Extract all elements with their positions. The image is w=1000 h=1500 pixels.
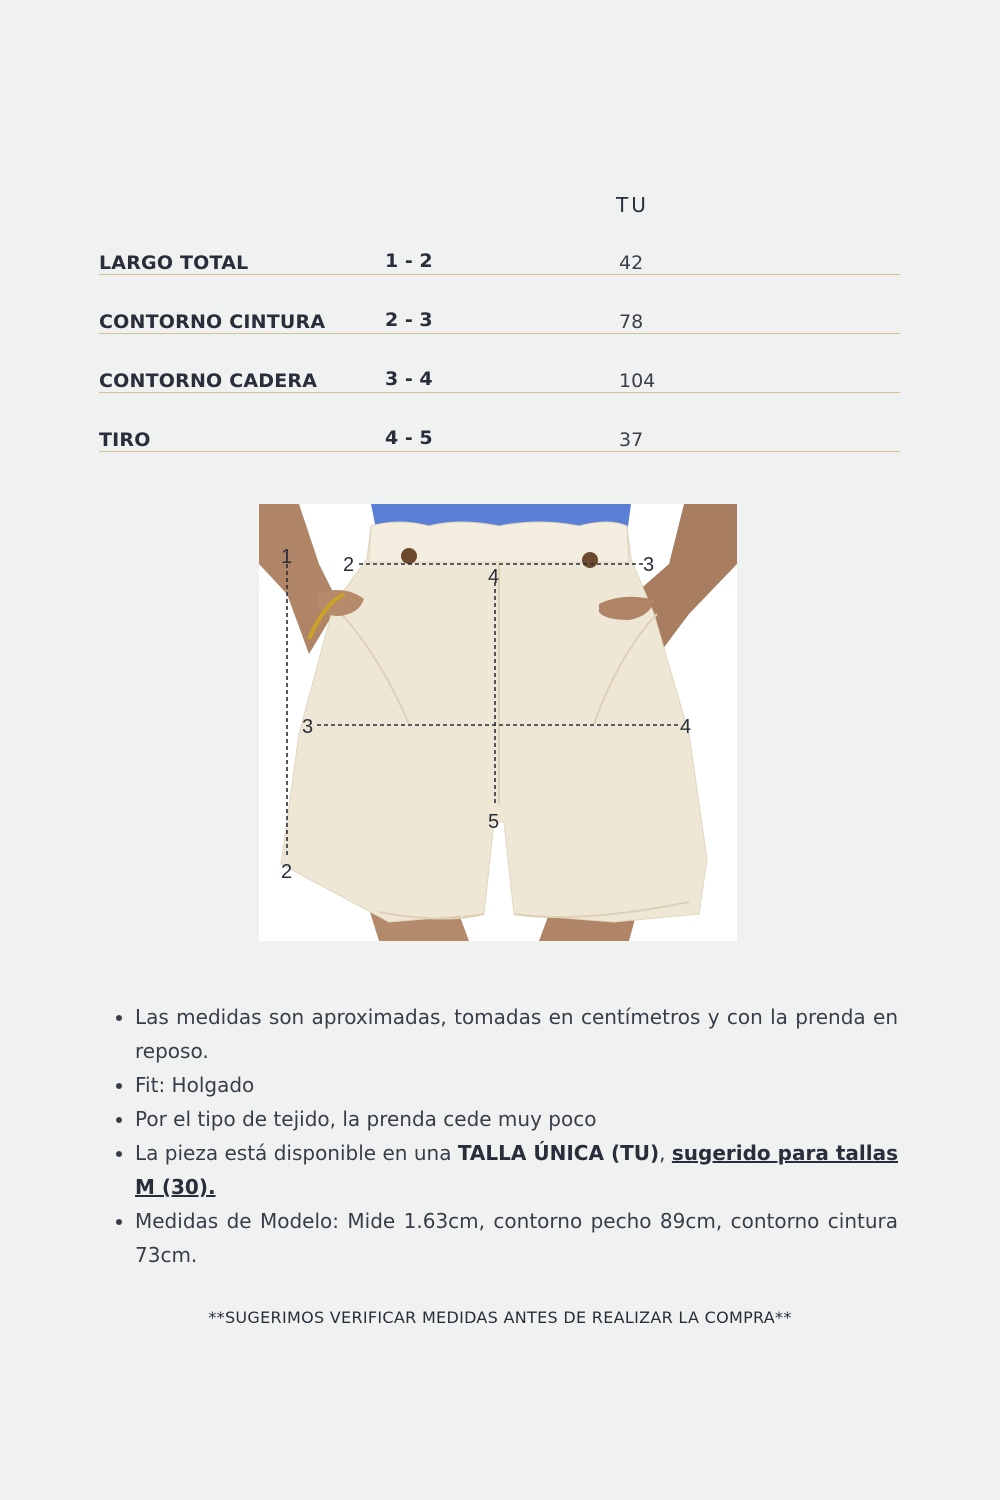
note-sep: , xyxy=(659,1141,672,1165)
point-label-2: 2 xyxy=(343,554,355,576)
list-item xyxy=(135,1136,898,1204)
point-label-5: 5 xyxy=(488,811,500,833)
product-notes xyxy=(105,1000,898,1272)
table-row xyxy=(99,299,900,334)
size-column-header: TU xyxy=(616,193,649,217)
point-label-4: 4 xyxy=(488,566,500,588)
note-text: Por el tipo de tejido, la prenda cede muy poco xyxy=(135,1107,597,1131)
verify-notice: **SUGERIMOS VERIFICAR MEDIDAS ANTES DE REALIZAR LA COMPRA** xyxy=(208,1308,792,1327)
row-label: CONTORNO CINTURA xyxy=(99,311,326,333)
row-value: 37 xyxy=(619,429,644,451)
note-text: Medidas de Modelo: Mide 1.63cm, contorno pecho 89cm, contorno cintura 73cm. xyxy=(135,1209,898,1267)
point-label-3: 3 xyxy=(302,716,314,738)
point-label-2: 2 xyxy=(281,861,293,883)
row-range: 2 - 3 xyxy=(385,309,433,331)
list-item xyxy=(135,1068,898,1102)
point-label-1: 1 xyxy=(281,546,293,568)
point-label-3: 3 xyxy=(643,554,655,576)
point-label-4: 4 xyxy=(680,716,692,738)
note-text: Las medidas son aproximadas, tomadas en centímetros y con la prenda en reposo. xyxy=(135,1005,898,1063)
row-value: 104 xyxy=(619,370,656,392)
row-range: 1 - 2 xyxy=(385,250,433,272)
button-right xyxy=(582,552,598,568)
list-item xyxy=(135,1102,898,1136)
button-left xyxy=(401,548,417,564)
row-range: 4 - 5 xyxy=(385,427,433,449)
row-label: LARGO TOTAL xyxy=(99,252,249,274)
table-row xyxy=(99,240,900,275)
size-suggestion-link[interactable]: sugerido para tallas M (30). xyxy=(135,1141,898,1199)
note-text: La pieza está disponible en una xyxy=(135,1141,458,1165)
row-range: 3 - 4 xyxy=(385,368,433,390)
note-text: Fit: Holgado xyxy=(135,1073,255,1097)
note-bold: TALLA ÚNICA (TU) xyxy=(457,1141,660,1165)
table-row xyxy=(99,417,900,452)
list-item xyxy=(135,1000,898,1068)
product-photo xyxy=(259,504,737,941)
row-value: 78 xyxy=(619,311,644,333)
list-item xyxy=(135,1204,898,1272)
row-label: CONTORNO CADERA xyxy=(99,370,318,392)
row-value: 42 xyxy=(619,252,644,274)
size-table xyxy=(99,240,900,476)
table-row xyxy=(99,358,900,393)
row-label: TIRO xyxy=(99,429,151,451)
